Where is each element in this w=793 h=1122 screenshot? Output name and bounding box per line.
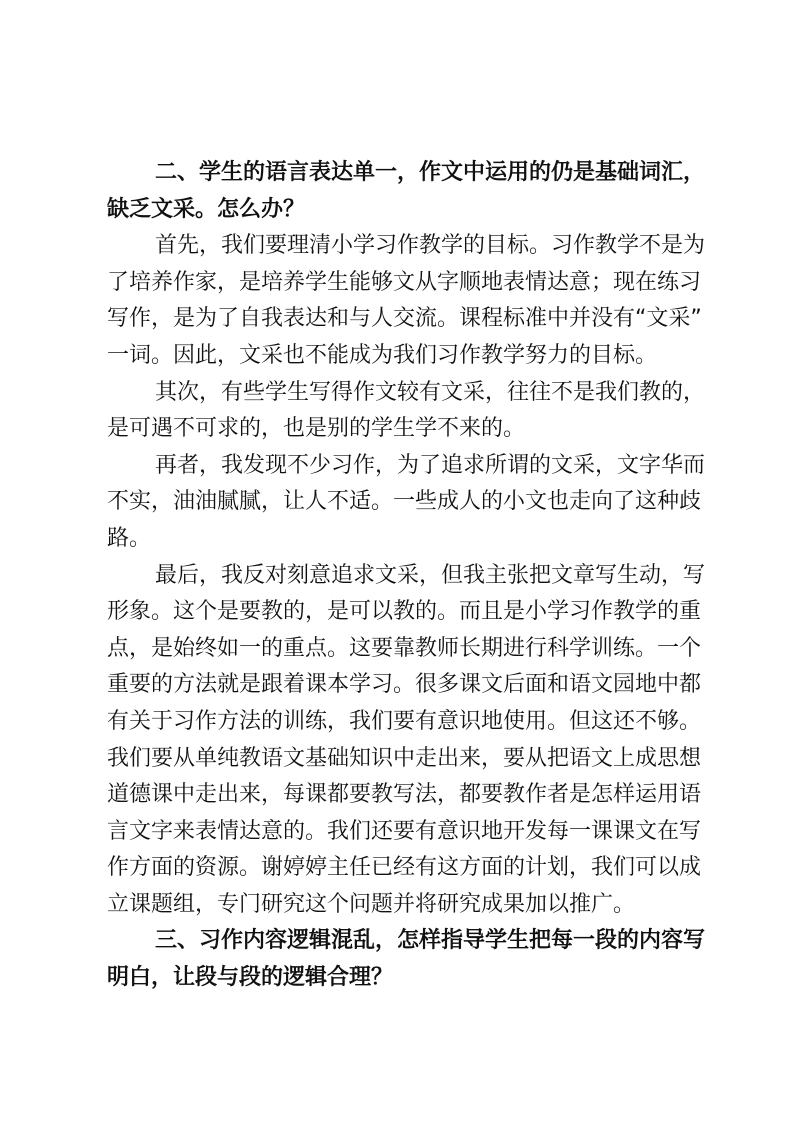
text-line: 重要的方法就是跟着课本学习。很多课文后面和语文园地中都: [107, 672, 702, 698]
text-line: 是可遇不可求的，也是别的学生学不来的。: [107, 416, 526, 442]
text-line: 道德课中走出来，每课都要教写法，都要教作者是怎样运用语: [107, 782, 702, 808]
text-line: 作方面的资源。谢婷婷主任已经有这方面的计划，我们可以成: [107, 855, 702, 881]
section-heading: [107, 923, 706, 996]
paragraph: [107, 375, 706, 448]
text-line: 二、学生的语言表达单一，作文中运用的仍是基础词汇，: [155, 160, 706, 185]
text-line: 缺乏文采。怎么办？: [107, 196, 306, 222]
document-page: [107, 155, 706, 997]
text-line: 最后，我反对刻意追求文采，但我主张把文章写生动，写: [155, 562, 706, 588]
text-line: 我们要从单纯教语文基础知识中走出来，要从把语文上成思想: [107, 745, 702, 771]
text-line: 点，是始终如一的重点。这要靠教师长期进行科学训练。一个: [107, 635, 702, 661]
text-line: 形象。这个是要教的，是可以教的。而且是小学习作教学的重: [107, 599, 702, 625]
text-line: 其次，有些学生写得作文较有文采，往往不是我们教的，: [155, 379, 706, 405]
text-line: 言文字来表情达意的。我们还要有意识地开发每一课课文在写: [107, 818, 702, 844]
text-line: 写作，是为了自我表达和与人交流。课程标准中并没有“文采”: [107, 306, 702, 332]
text-line: 立课题组，专门研究这个问题并将研究成果加以推广。: [107, 891, 636, 917]
text-line: 路。: [107, 525, 152, 551]
text-line: 有关于习作方法的训练，我们要有意识地使用。但这还不够。: [107, 708, 702, 734]
text-line: 首先，我们要理清小学习作教学的目标。习作教学不是为: [155, 233, 706, 259]
paragraph: [107, 448, 706, 558]
text-line: 明白，让段与段的逻辑合理？: [107, 965, 394, 991]
paragraph: [107, 558, 706, 924]
text-line: 不实，油油腻腻，让人不适。一些成人的小文也走向了这种歧: [107, 489, 702, 515]
paragraph: [107, 228, 706, 374]
text-line: 三、习作内容逻辑混乱，怎样指导学生把每一段的内容写: [155, 928, 706, 954]
text-line: 一词。因此，文采也不能成为我们习作教学努力的目标。: [107, 342, 658, 368]
text-line: 再者，我发现不少习作，为了追求所谓的文采，文字华而: [155, 452, 706, 478]
section-heading: [107, 155, 706, 228]
text-line: 了培养作家，是培养学生能够文从字顺地表情达意；现在练习: [107, 269, 702, 295]
